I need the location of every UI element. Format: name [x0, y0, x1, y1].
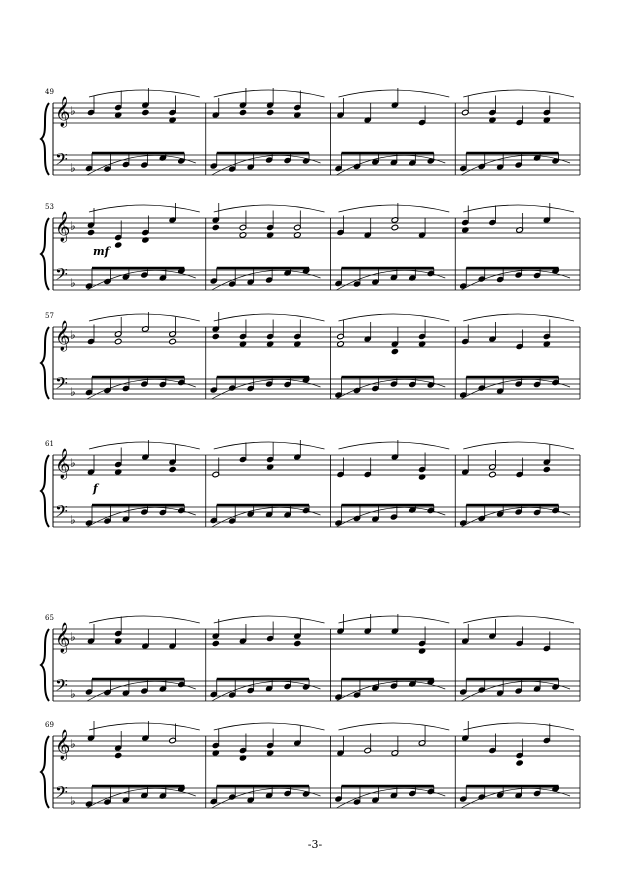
brace — [41, 736, 49, 808]
bass-clef: 𝄢 — [55, 782, 68, 806]
system-2 — [41, 203, 580, 290]
slur — [339, 90, 450, 97]
bass-staff — [53, 507, 580, 527]
treble-clef: 𝄞 — [55, 97, 71, 127]
slur — [463, 442, 574, 449]
slur — [89, 205, 200, 212]
treble-staff — [53, 629, 580, 649]
treble-clef: 𝄞 — [55, 212, 71, 242]
slur — [89, 616, 200, 623]
note-head — [391, 348, 399, 355]
system-3 — [41, 312, 580, 399]
key-flat-bass: ♭ — [70, 513, 76, 527]
treble-clef: 𝄞 — [55, 449, 71, 479]
measure-number: 57 — [45, 312, 54, 320]
key-flat-bass: ♭ — [70, 161, 76, 175]
slur — [214, 442, 325, 449]
note-head — [294, 640, 302, 647]
note-head — [212, 224, 220, 231]
key-flat-treble: ♭ — [70, 456, 76, 470]
key-flat-treble: ♭ — [70, 630, 76, 644]
treble-staff — [53, 455, 580, 475]
key-flat-bass: ♭ — [70, 794, 76, 808]
note-head — [212, 640, 220, 647]
treble-clef: 𝄞 — [55, 321, 71, 351]
measure-number: 61 — [45, 440, 54, 448]
slur — [339, 723, 450, 730]
slur — [463, 723, 574, 730]
slur — [214, 205, 325, 212]
slur — [89, 723, 200, 730]
treble-clef: 𝄞 — [55, 730, 71, 760]
key-flat-treble: ♭ — [70, 104, 76, 118]
note-head — [266, 109, 274, 116]
measure-number: 53 — [45, 203, 54, 211]
note-head — [169, 338, 177, 345]
note-head — [516, 760, 524, 767]
note-head — [489, 471, 497, 478]
slur — [89, 442, 200, 449]
bass-clef: 𝄢 — [55, 501, 68, 525]
slur — [339, 442, 450, 449]
page-number: -3- — [307, 838, 323, 851]
key-flat-treble: ♭ — [70, 219, 76, 233]
slur — [463, 616, 574, 623]
slur — [89, 90, 200, 97]
slur — [463, 314, 574, 321]
treble-staff — [53, 218, 580, 238]
bass-clef: 𝄢 — [55, 264, 68, 288]
note-head — [212, 333, 220, 340]
treble-staff — [53, 103, 580, 123]
note-head — [391, 224, 399, 231]
dynamic-marking: mf — [93, 245, 110, 258]
note-head — [114, 752, 122, 759]
slur — [463, 90, 574, 97]
slur — [214, 90, 325, 97]
system-4 — [41, 440, 580, 527]
bass-clef: 𝄢 — [55, 373, 68, 397]
key-flat-bass: ♭ — [70, 385, 76, 399]
note-head — [239, 109, 247, 116]
slur — [89, 314, 200, 321]
note-head — [142, 109, 150, 116]
dynamic-marking: f — [93, 482, 98, 495]
brace — [41, 629, 49, 701]
slur — [214, 723, 325, 730]
slur — [214, 314, 325, 321]
note-head — [114, 338, 122, 345]
brace — [41, 327, 49, 399]
key-flat-treble: ♭ — [70, 737, 76, 751]
key-flat-bass: ♭ — [70, 276, 76, 290]
slur — [339, 616, 450, 623]
slur — [463, 205, 574, 212]
system-1 — [41, 88, 580, 175]
measure-number: 69 — [45, 721, 54, 729]
brace — [41, 103, 49, 175]
system-6 — [41, 721, 580, 808]
treble-staff — [53, 327, 580, 347]
key-flat-treble: ♭ — [70, 328, 76, 342]
note-head — [87, 229, 95, 236]
measure-number: 49 — [45, 88, 54, 96]
system-5 — [41, 614, 580, 701]
note-head — [114, 242, 122, 249]
brace — [41, 455, 49, 527]
bass-clef: 𝄢 — [55, 675, 68, 699]
slur — [214, 616, 325, 623]
treble-staff — [53, 736, 580, 756]
slur — [339, 314, 450, 321]
note-head — [543, 466, 551, 473]
bass-staff — [53, 788, 580, 808]
measure-number: 65 — [45, 614, 54, 622]
key-flat-bass: ♭ — [70, 687, 76, 701]
treble-clef: 𝄞 — [55, 623, 71, 653]
brace — [41, 218, 49, 290]
bass-clef: 𝄢 — [55, 149, 68, 173]
slur — [339, 205, 450, 212]
note-head — [169, 466, 177, 473]
